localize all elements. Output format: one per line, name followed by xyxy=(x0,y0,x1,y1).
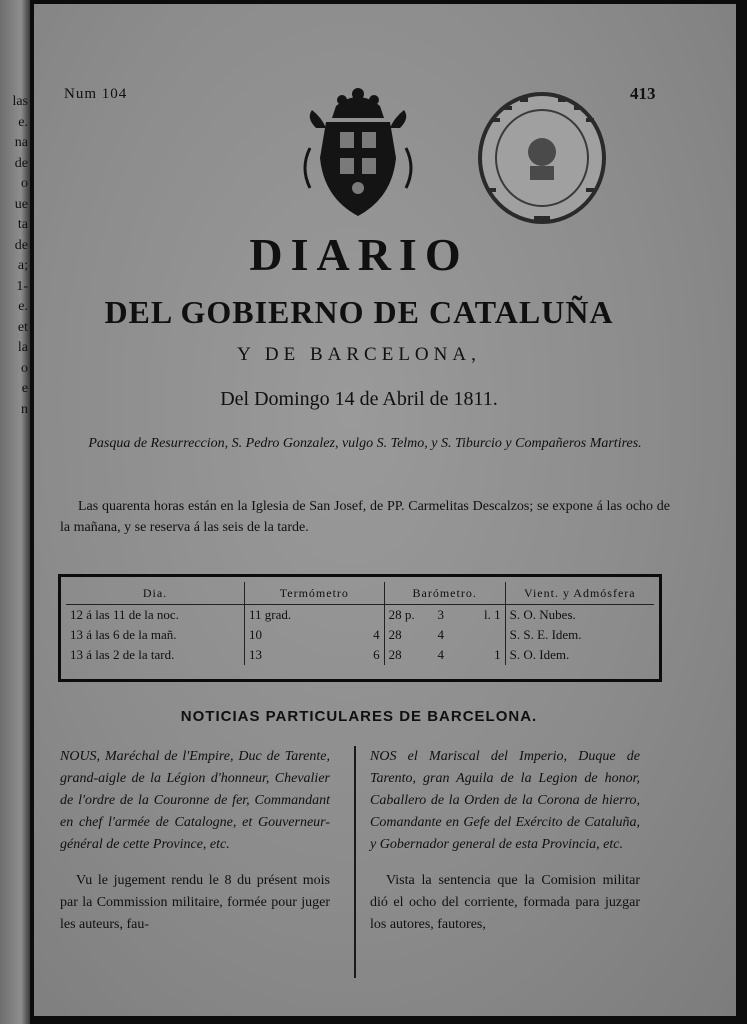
cell-wind: S. S. E. Idem. xyxy=(505,625,654,645)
spanish-decree-preamble: NOS el Mariscal del Imperio, Duque de Tarento, gran Aguila de la Legion de honor, Caballero de la Orden de la Corona de hierro, Comandante en Gefe del Exército de Cataluña, y Gobernador general de esta Provincia, etc. xyxy=(370,749,640,852)
masthead-title: DIARIO xyxy=(249,229,469,280)
left-page-fragment: de xyxy=(14,155,28,171)
column-divider xyxy=(354,746,356,978)
masthead-subtitle: DEL GOBIERNO DE CATALUÑA xyxy=(104,294,614,330)
issue-date: Del Domingo 14 de Abril de 1811. xyxy=(220,388,498,410)
left-page-fragment: ta xyxy=(17,217,28,232)
weather-table xyxy=(58,574,662,682)
cell-baro-frac: 1 xyxy=(494,647,501,662)
cell-baro-p: 28 xyxy=(384,625,433,645)
cell-term: 10 xyxy=(245,625,352,645)
left-page-fragment: la xyxy=(17,340,28,355)
left-page-fragment: las xyxy=(12,94,28,109)
french-decree-preamble: NOUS, Maréchal de l'Empire, Duc de Tarente, grand-aigle de la Légion d'honneur, Chevalier de l'ordre de la Couronne de fer, Commandant en chef l'armée de Catalogne, et Gouverneur-général de cette Province, etc. xyxy=(60,749,330,852)
header-dia: Dia. xyxy=(66,582,245,605)
left-page-fragment: e. xyxy=(18,114,28,130)
cell-baro-l: 4 xyxy=(437,627,444,642)
left-page-fragment: et xyxy=(17,319,28,335)
left-page-fragment: n xyxy=(21,401,28,417)
weather-row xyxy=(66,605,654,626)
cell-dia: 13 á las 2 de la tard. xyxy=(70,647,175,662)
weather-row xyxy=(66,645,654,665)
left-page-fragment: na xyxy=(14,135,28,150)
page-folio: 413 xyxy=(630,84,656,103)
issue-number: Num 104 xyxy=(64,86,128,102)
cell-baro-frac xyxy=(466,625,505,645)
spanish-decree-body: Vista la sentencia que la Comision militar dió el ocho del corriente, formada para juzgar los autores, fautores, xyxy=(370,873,640,932)
weather-table-header xyxy=(66,582,654,605)
left-page-fragment: e. xyxy=(18,299,28,314)
cell-term-frac xyxy=(352,605,385,626)
cell-wind: S. O. Nubes. xyxy=(505,605,654,626)
cell-dia: 13 á las 6 de la mañ. xyxy=(70,627,177,642)
cell-term: 13 xyxy=(245,645,352,665)
left-page-fragment: de xyxy=(14,237,28,253)
left-page-fragment: o xyxy=(21,176,28,191)
masthead-subtitle-2: Y DE BARCELONA, xyxy=(237,344,481,365)
cell-baro-p: 28 xyxy=(384,645,433,665)
cell-wind: S. O. Idem. xyxy=(505,645,654,665)
spanish-column xyxy=(370,746,640,936)
left-page-fragment: e xyxy=(21,381,28,396)
feast-day-line: Pasqua de Resurreccion, S. Pedro Gonzalez, vulgo S. Telmo, y S. Tiburcio y Compañeros Martires. xyxy=(88,436,642,451)
newspaper-page xyxy=(34,4,736,1016)
header-barometro: Barómetro. xyxy=(384,582,505,605)
section-title: NOTICIAS PARTICULARES DE BARCELONA. xyxy=(180,708,538,725)
cell-dia: 12 á las 11 de la noc. xyxy=(70,607,179,622)
french-decree-body: Vu le jugement rendu le 8 du présent mois par la Commission militaire, formée pour juger les auteurs, fau- xyxy=(60,873,330,932)
cell-term-frac: 6 xyxy=(373,647,380,662)
left-page-fragment: a; xyxy=(17,258,28,273)
cell-baro-frac: l. 1 xyxy=(484,607,501,622)
royal-crest-icon xyxy=(296,88,420,224)
cell-term: 11 grad. xyxy=(245,605,352,626)
cell-baro-l: 3 xyxy=(437,607,444,622)
weather-row xyxy=(66,625,654,645)
left-page-fragment: o xyxy=(21,360,28,376)
church-notice: Las quarenta horas están en la Iglesia de San Josef, de PP. Carmelitas Descalzos; se expone á las ocho de la mañana, y se reserva á las seis de la tarde. xyxy=(60,499,670,535)
cell-baro-p: 28 p. xyxy=(384,605,433,626)
header-termometro: Termómetro xyxy=(245,582,385,605)
left-page-fragment: 1- xyxy=(16,278,28,294)
header-viento: Vient. y Admósfera xyxy=(505,582,654,605)
left-page-edge xyxy=(0,0,30,1024)
library-stamp-icon xyxy=(474,88,612,230)
french-column xyxy=(60,746,330,936)
cell-baro-l: 4 xyxy=(437,647,444,662)
cell-term-frac: 4 xyxy=(373,627,380,642)
left-page-fragment: ue xyxy=(14,196,28,212)
